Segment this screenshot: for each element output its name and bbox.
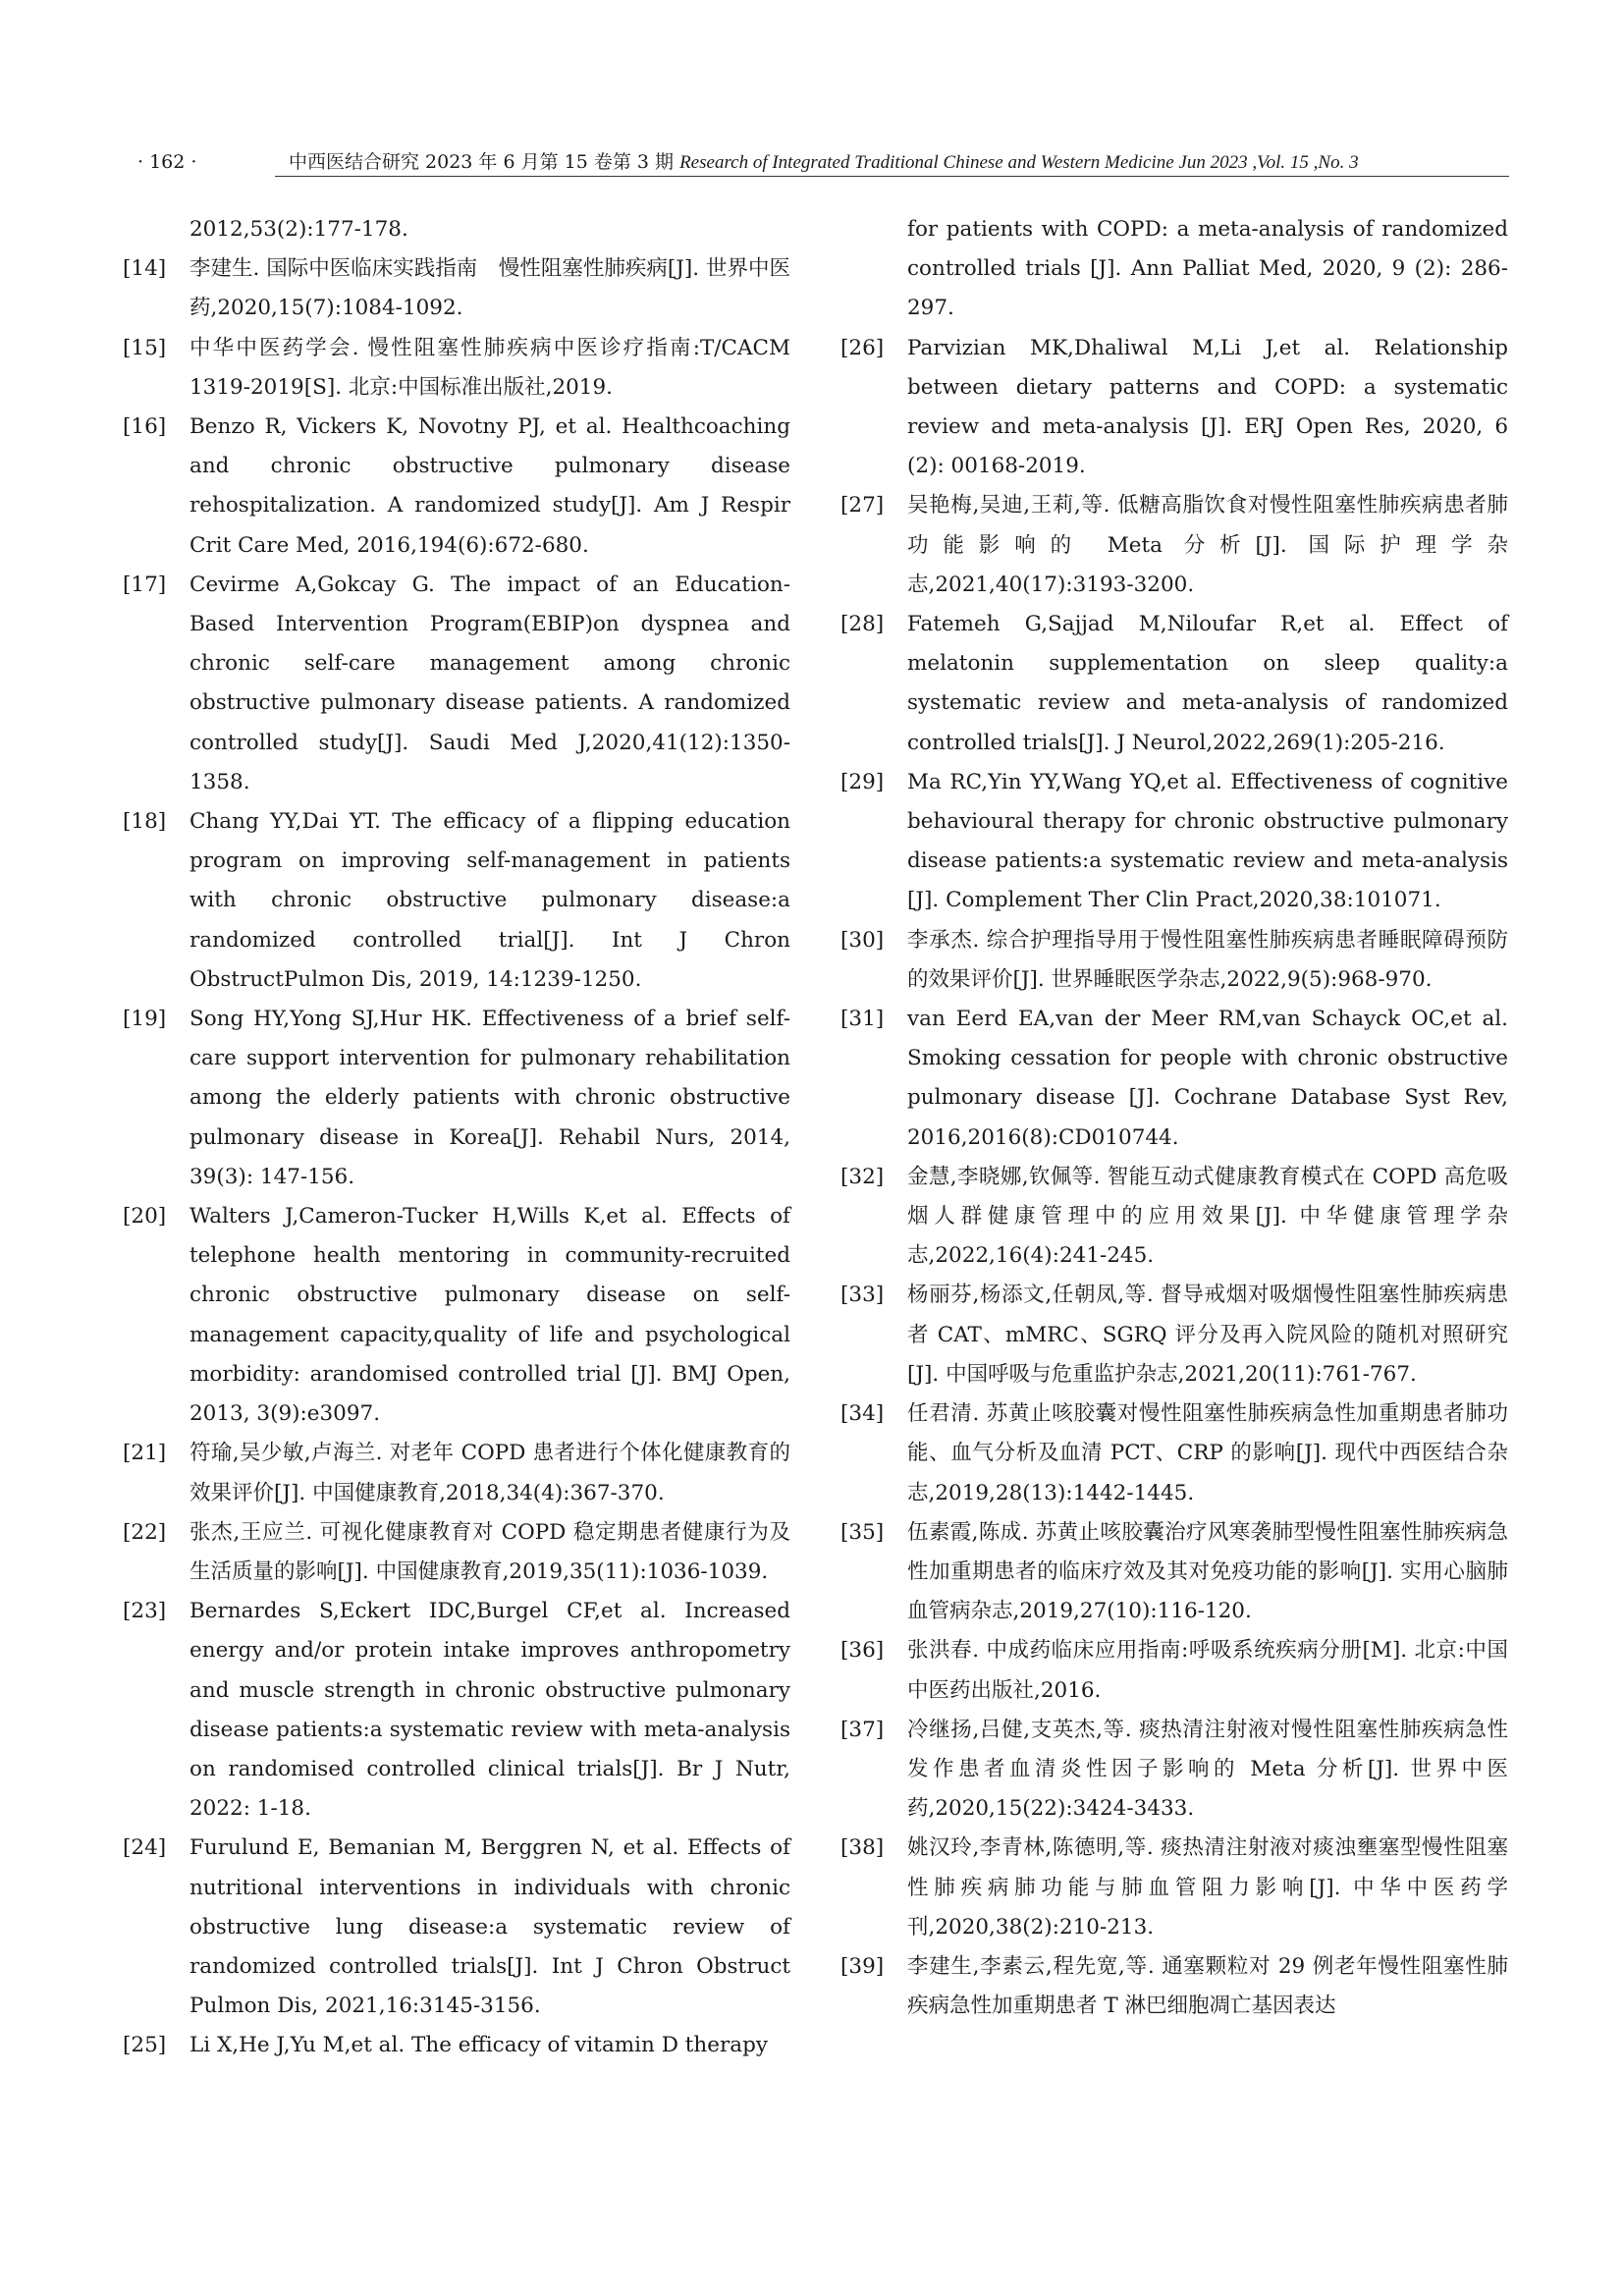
reference-item (840, 1947, 1508, 2026)
reference-number: [28] (840, 612, 885, 637)
reference-number: [38] (840, 1835, 885, 1861)
reference-item (840, 329, 1508, 487)
reference-item (840, 1394, 1508, 1513)
reference-text: 张杰,王应兰. 可视化健康教育对 COPD 稳定期患者健康行为及生活质量的影响[J]. 中国健康教育,2019,35(11):1036-1039. (189, 1519, 790, 1584)
reference-text: van Eerd EA,van der Meer RM,van Schayck OC,et al. Smoking cessation for people with chronic obstructive pulmonary disease [J]. Cochrane Database Syst Rev, 2016,2016(8):CD010744. (907, 1007, 1508, 1150)
reference-text: Parvizian MK,Dhaliwal M,Li J,et al. Relationship between dietary patterns and COPD: a systematic review and meta-analysis [J]. ERJ Open Res, 2020, 6 (2): 00168-2019. (907, 335, 1508, 479)
reference-item (840, 1513, 1508, 1632)
reference-text: Chang YY,Dai YT. The efficacy of a flipping education program on improving self-management in patients with chronic obstructive pulmonary disease:a randomized controlled trial[J]. Int J Chron ObstructPulmon Dis, 2019, 14:1239-1250. (189, 809, 790, 992)
reference-item (840, 763, 1508, 921)
reference-item (123, 1434, 790, 1512)
reference-number: [35] (840, 1519, 885, 1545)
reference-number: [22] (123, 1519, 167, 1545)
reference-text: Fatemeh G,Sajjad M,Niloufar R,et al. Effect of melatonin supplementation on sleep quality:a systematic review and meta-analysis of randomized controlled trials[J]. J Neurol,2022,269(1):205-216. (907, 612, 1508, 755)
reference-text: 冷继扬,吕健,支英杰,等. 痰热清注射液对慢性阻塞性肺疾病急性发作患者血清炎性因子影响的 Meta 分析[J]. 世界中医药,2020,15(22):3424-3433. (907, 1717, 1508, 1822)
reference-column-right (840, 210, 1508, 2026)
reference-item (123, 1592, 790, 1829)
reference-number: [18] (123, 809, 167, 835)
reference-item (840, 921, 1508, 1000)
reference-number: [16] (123, 414, 167, 440)
reference-text: 中华中医药学会. 慢性阻塞性肺疾病中医诊疗指南:T/CACM 1319-2019[S]. 北京:中国标准出版社,2019. (189, 335, 790, 400)
reference-text: 李建生. 国际中医临床实践指南 慢性阻塞性肺疾病[J]. 世界中医药,2020,15(7):1084-1092. (189, 256, 790, 321)
reference-text: 金慧,李晓娜,钦佩等. 智能互动式健康教育模式在 COPD 高危吸烟人群健康管理中的应用效果[J]. 中华健康管理学杂志,2022,16(4):241-245. (907, 1164, 1508, 1269)
reference-number: [15] (123, 335, 167, 360)
reference-item (123, 1197, 790, 1434)
reference-text: 李承杰. 综合护理指导用于慢性阻塞性肺疾病患者睡眠障碍预防的效果评价[J]. 世界睡眠医学杂志,2022,9(5):968-970. (907, 927, 1508, 992)
reference-number: [30] (840, 927, 885, 953)
reference-item (840, 605, 1508, 763)
reference-item (840, 486, 1508, 605)
reference-item (840, 1000, 1508, 1158)
reference-number: [33] (840, 1283, 885, 1308)
reference-text: 李建生,李素云,程先宽,等. 通塞颗粒对 29 例老年慢性阻塞性肺疾病急性加重期患者 T 淋巴细胞凋亡基因表达 (907, 1953, 1508, 2019)
reference-item (123, 566, 790, 802)
reference-number: [21] (123, 1441, 167, 1466)
reference-number: [34] (840, 1401, 885, 1427)
reference-item (123, 249, 790, 328)
reference-item (123, 408, 790, 566)
reference-item (123, 1829, 790, 2026)
journal-title-en: Research of Integrated Traditional Chinese and Western Medicine Jun 2023 ,Vol. 15 ,No. 3 (679, 152, 1359, 173)
reference-continuation: 2012,53(2):177-178. (189, 217, 408, 242)
reference-text: Walters J,Cameron-Tucker H,Wills K,et al. Effects of telephone health mentoring in community-recruited chronic obstructive pulmonary disease on self-management capacity,quality of life and psychological morbidity: arandomised controlled trial [J]. BMJ Open, 2013, 3(9):e3097. (189, 1204, 790, 1427)
reference-number: [31] (840, 1007, 885, 1032)
reference-number: [24] (123, 1835, 167, 1861)
reference-text: Furulund E, Bemanian M, Berggren N, et al. Effects of nutritional interventions in individuals with chronic obstructive lung disease:a systematic review of randomized controlled trials[J]. Int J Chron Obstruct Pulmon Dis, 2021,16:3145-3156. (189, 1835, 790, 2019)
journal-title-cn: 中西医结合研究 2023 年 6 月第 15 卷第 3 期 (289, 151, 675, 173)
reference-item (840, 1158, 1508, 1277)
reference-number: [36] (840, 1638, 885, 1664)
reference-number: [32] (840, 1164, 885, 1189)
reference-text: 吴艳梅,吴迪,王莉,等. 低糖高脂饮食对慢性阻塞性肺疾病患者肺功能影响的 Meta 分析[J]. 国际护理学杂志,2021,40(17):3193-3200. (907, 493, 1508, 597)
reference-text: 张洪春. 中成药临床应用指南:呼吸系统疾病分册[M]. 北京:中国中医药出版社,2016. (907, 1638, 1508, 1703)
reference-text: 杨丽芬,杨添文,任朝凤,等. 督导戒烟对吸烟慢性阻塞性肺疾病患者 CAT、mMRC、SGRQ 评分及再入院风险的随机对照研究[J]. 中国呼吸与危重监护杂志,2021,20(11):761-767. (907, 1283, 1508, 1387)
reference-number: [19] (123, 1007, 167, 1032)
reference-text: Song HY,Yong SJ,Hur HK. Effectiveness of a brief self-care support intervention for pulmonary rehabilitation among the elderly patients with chronic obstructive pulmonary disease in Korea[J]. Rehabil Nurs, 2014, 39(3): 147-156. (189, 1007, 790, 1189)
reference-number: [20] (123, 1204, 167, 1230)
reference-number: [37] (840, 1717, 885, 1742)
page-header (137, 142, 1509, 178)
reference-number: [14] (123, 256, 167, 282)
reference-number: [17] (123, 572, 167, 597)
reference-item (123, 1000, 790, 1197)
reference-item (123, 2026, 790, 2065)
reference-number: [27] (840, 493, 885, 519)
reference-item (840, 1276, 1508, 1394)
reference-item (840, 1711, 1508, 1830)
reference-column-left (123, 210, 790, 2066)
reference-number: [25] (123, 2033, 167, 2058)
reference-text: 任君清. 苏黄止咳胶囊对慢性阻塞性肺疾病急性加重期患者肺功能、血气分析及血清 PCT、CRP 的影响[J]. 现代中西医结合杂志,2019,28(13):1442-1445. (907, 1401, 1508, 1505)
page-number: · 162 · (137, 151, 197, 173)
reference-number: [39] (840, 1953, 885, 1979)
reference-text: Benzo R, Vickers K, Novotny PJ, et al. Healthcoaching and chronic obstructive pulmonary disease rehospitalization. A randomized study[J]. Am J Respir Crit Care Med, 2016,194(6):672-680. (189, 414, 790, 558)
header-rule (275, 176, 1509, 177)
reference-item (840, 1631, 1508, 1710)
reference-text: 符瑜,吴少敏,卢海兰. 对老年 COPD 患者进行个体化健康教育的效果评价[J]. 中国健康教育,2018,34(4):367-370. (189, 1441, 790, 1505)
reference-text: Ma RC,Yin YY,Wang YQ,et al. Effectiveness of cognitive behavioural therapy for chronic obstructive pulmonary disease patients:a systematic review and meta-analysis [J]. Complement Ther Clin Pract,2020,38:101071. (907, 769, 1508, 913)
reference-number: [23] (123, 1599, 167, 1624)
reference-continuation: for patients with COPD: a meta-analysis of randomized controlled trials [J]. Ann Palliat Med, 2020, 9 (2): 286-297. (907, 217, 1508, 321)
journal-title (289, 148, 1359, 177)
reference-item (840, 1829, 1508, 1947)
reference-item (123, 802, 790, 1000)
reference-text: Cevirme A,Gokcay G. The impact of an Education-Based Intervention Program(EBIP)on dyspnea and chronic self-care management among chronic obstructive pulmonary disease patients. A randomized controlled study[J]. Saudi Med J,2020,41(12):1350-1358. (189, 572, 790, 794)
reference-item (123, 329, 790, 408)
reference-number: [26] (840, 335, 885, 360)
reference-text: 姚汉玲,李青林,陈德明,等. 痰热清注射液对痰浊壅塞型慢性阻塞性肺疾病肺功能与肺血管阻力影响[J]. 中华中医药学刊,2020,38(2):210-213. (907, 1835, 1508, 1940)
reference-item (123, 1513, 790, 1592)
reference-text: Bernardes S,Eckert IDC,Burgel CF,et al. Increased energy and/or protein intake improves anthropometry and muscle strength in chronic obstructive pulmonary disease patients:a systematic review with meta-analysis on randomised controlled clinical trials[J]. Br J Nutr, 2022: 1-18. (189, 1599, 790, 1822)
reference-number: [29] (840, 769, 885, 794)
reference-text: 伍素霞,陈成. 苏黄止咳胶囊治疗风寒袭肺型慢性阻塞性肺疾病急性加重期患者的临床疗效及其对免疫功能的影响[J]. 实用心脑肺血管病杂志,2019,27(10):116-120. (907, 1519, 1508, 1624)
reference-text: Li X,He J,Yu M,et al. The efficacy of vitamin D therapy (189, 2033, 768, 2058)
